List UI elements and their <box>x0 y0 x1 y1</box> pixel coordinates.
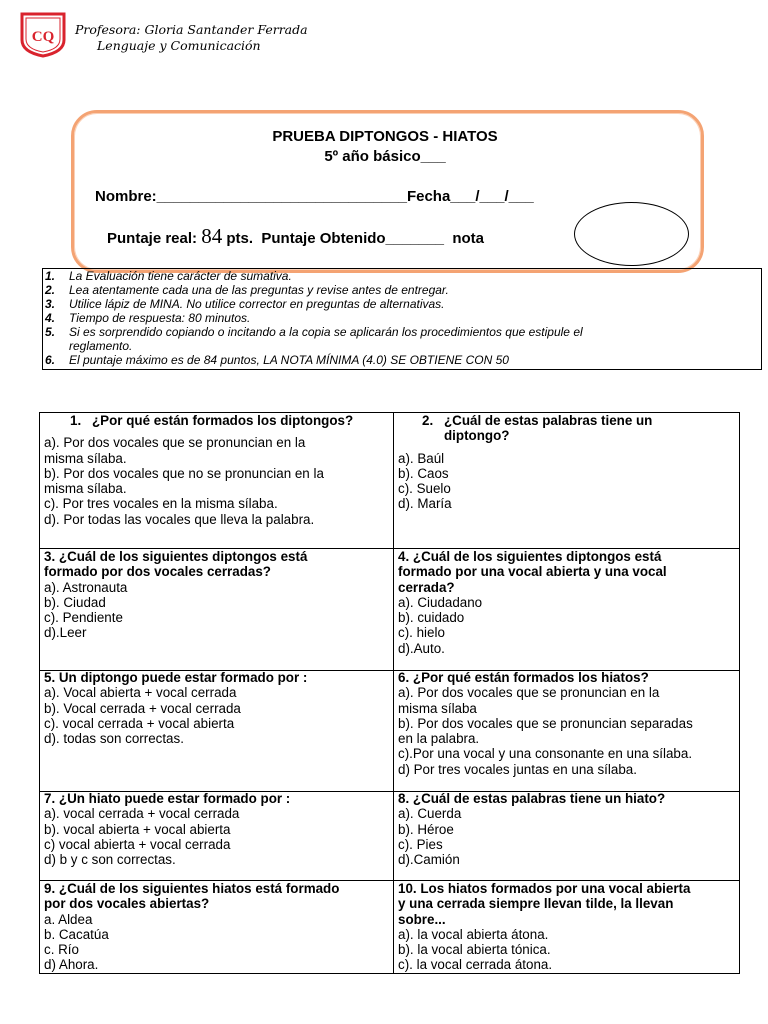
option[interactable]: c). Pendiente <box>44 610 123 626</box>
question-text: ¿Cuál de estas palabras tiene un <box>444 413 653 428</box>
question-text: sobre... <box>398 911 446 927</box>
grade-oval[interactable] <box>574 202 689 266</box>
option[interactable]: a). Vocal abierta + vocal cerrada <box>44 685 237 701</box>
option[interactable]: c).Por una vocal y una consonante en una sílaba. <box>398 746 693 762</box>
option[interactable]: c. Río <box>44 942 79 958</box>
question-10 <box>398 881 738 973</box>
score-value: 84 <box>201 224 223 248</box>
instruction-item: 4. Tiempo de respuesta: 80 minutos. <box>45 311 251 325</box>
question-3 <box>44 549 389 641</box>
option[interactable]: d) Ahora. <box>44 957 99 973</box>
instructions-box <box>42 268 762 370</box>
option[interactable]: a). Por dos vocales que se pronuncian en la <box>44 435 306 451</box>
option[interactable]: d). María <box>398 496 452 512</box>
question-7 <box>44 791 389 867</box>
option[interactable]: d) b y c son correctas. <box>44 852 176 868</box>
score-unit: pts. <box>226 230 254 247</box>
question-text: 4. ¿Cuál de los siguientes diptongos está <box>398 549 662 564</box>
option[interactable]: a). Baúl <box>398 450 445 466</box>
instruction-item: 5. Si es sorprendido copiando o incitando a la copia se aplicarán los procedimientos que estipule el <box>45 325 583 339</box>
option[interactable]: a). la vocal abierta átona. <box>398 926 549 942</box>
name-date-field[interactable]: Nombre:______________________________Fecha___/___/___ <box>95 188 534 205</box>
question-text: 3. ¿Cuál de los siguientes diptongos está <box>44 549 308 564</box>
nota-label: nota <box>452 230 484 247</box>
option[interactable]: d).Camión <box>398 852 460 868</box>
option[interactable]: b). la vocal abierta tónica. <box>398 942 551 958</box>
option[interactable]: d). todas son correctas. <box>44 731 184 747</box>
option[interactable]: d) Por tres vocales juntas en una sílaba. <box>398 761 637 777</box>
option[interactable]: b). Por dos vocales que no se pronuncian en la <box>44 465 324 481</box>
option[interactable]: a). Por dos vocales que se pronuncian en la <box>398 685 660 701</box>
question-1: 1. ¿Por qué están formados los diptongos? a). Por dos vocales que se pronuncian en la misma sílaba. b). Por dos vocales que no se pronuncian en la misma sílaba. c). Por tres vocales en la misma sílaba. d). Por todas las vocales que lleva la palabra. <box>44 413 389 527</box>
option[interactable]: c). la vocal cerrada átona. <box>398 957 553 973</box>
option-continued: misma sílaba. <box>44 481 127 497</box>
option[interactable]: d). Por todas las vocales que lleva la palabra. <box>44 511 315 527</box>
questions-table <box>39 412 740 974</box>
option[interactable]: d).Auto. <box>398 640 445 656</box>
question-text: formado por dos vocales cerradas? <box>44 564 271 580</box>
option-continued: misma sílaba <box>398 700 477 716</box>
instruction-item: 6. El puntaje máximo es de 84 puntos, LA NOTA MÍNIMA (4.0) SE OBTIENE CON 50 <box>45 353 509 367</box>
question-text: 5. Un diptongo puede estar formado por : <box>44 670 308 685</box>
teacher-name: Profesora: Gloria Santander Ferrada <box>75 22 308 37</box>
option[interactable]: b). Ciudad <box>44 594 106 610</box>
option[interactable]: b). cuidado <box>398 610 465 626</box>
question-4 <box>398 549 738 656</box>
score-label: Puntaje real: <box>107 230 198 247</box>
question-5 <box>44 670 389 746</box>
question-text: y una cerrada siempre llevan tilde, la llevan <box>398 896 674 912</box>
question-9 <box>44 881 389 973</box>
option-continued: en la palabra. <box>398 731 480 747</box>
score-line <box>107 224 484 249</box>
logo-text: CQ <box>31 29 55 45</box>
option[interactable]: c) vocal abierta + vocal cerrada <box>44 836 231 852</box>
option[interactable]: b). vocal abierta + vocal abierta <box>44 821 231 837</box>
question-text: formado por una vocal abierta y una vocal <box>398 564 667 580</box>
question-text: diptongo? <box>444 428 510 444</box>
question-2: 2. ¿Cuál de estas palabras tiene un diptongo? a). Baúl b). Caos c). Suelo d). María <box>398 413 738 512</box>
question-text: 7. ¿Un hiato puede estar formado por : <box>44 791 291 806</box>
option[interactable]: c). Suelo <box>398 481 451 497</box>
question-text: cerrada? <box>398 579 455 595</box>
question-text: 6. ¿Por qué están formados los hiatos? <box>398 670 649 685</box>
column-divider <box>393 413 394 973</box>
option[interactable]: c). vocal cerrada + vocal abierta <box>44 715 235 731</box>
question-text: 10. Los hiatos formados por una vocal abierta <box>398 881 691 896</box>
option[interactable]: a). vocal cerrada + vocal cerrada <box>44 806 240 822</box>
school-logo <box>18 10 68 58</box>
option[interactable]: b). Caos <box>398 465 449 481</box>
option[interactable]: b). Vocal cerrada + vocal cerrada <box>44 700 241 716</box>
option[interactable]: a). Cuerda <box>398 806 462 822</box>
option-continued: misma sílaba. <box>44 450 127 466</box>
option[interactable]: c). Por tres vocales en la misma sílaba. <box>44 496 278 512</box>
question-8 <box>398 791 738 867</box>
option[interactable]: b). Por dos vocales que se pronuncian separadas <box>398 715 693 731</box>
test-title: PRUEBA DIPTONGOS - HIATOS <box>272 128 498 145</box>
question-text: 9. ¿Cuál de los siguientes hiatos está formado <box>44 881 340 896</box>
question-text: 8. ¿Cuál de estas palabras tiene un hiato? <box>398 791 666 806</box>
option[interactable]: a. Aldea <box>44 911 93 927</box>
subject-name: Lenguaje y Comunicación <box>97 38 261 53</box>
instruction-item: 2. Lea atentamente cada una de las preguntas y revise antes de entregar. <box>45 283 449 297</box>
option[interactable]: b). Héroe <box>398 821 454 837</box>
instruction-item: 1. La Evaluación tiene carácter de sumativa. <box>45 269 292 283</box>
option[interactable]: a). Ciudadano <box>398 594 483 610</box>
grade-label: 5º año básico___ <box>324 148 446 165</box>
question-6 <box>398 670 738 777</box>
option[interactable]: c). Pies <box>398 836 443 852</box>
option[interactable]: c). hielo <box>398 625 445 641</box>
question-text: por dos vocales abiertas? <box>44 896 210 912</box>
option[interactable]: d).Leer <box>44 625 87 641</box>
instruction-item: reglamento. <box>69 339 133 353</box>
option[interactable]: a). Astronauta <box>44 579 128 595</box>
option[interactable]: b. Cacatúa <box>44 926 109 942</box>
question-text: ¿Por qué están formados los diptongos? <box>92 413 354 428</box>
instruction-item: 3. Utilice lápiz de MINA. No utilice corrector en preguntas de alternativas. <box>45 297 445 311</box>
obtained-score-field[interactable]: Puntaje Obtenido_______ <box>261 230 444 247</box>
